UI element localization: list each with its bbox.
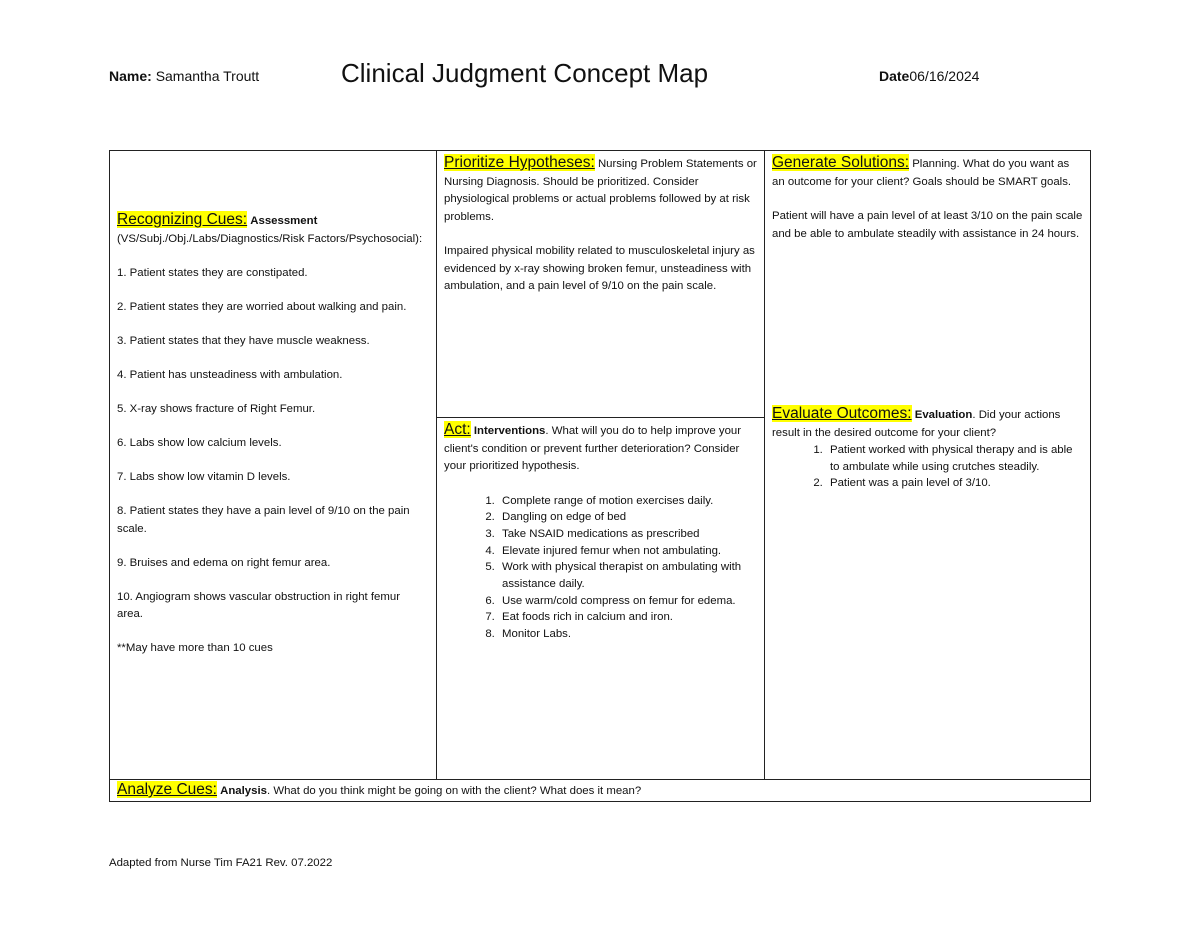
cue-item: 8. Patient states they have a pain level of 9/10 on the pain scale. bbox=[117, 505, 410, 535]
cue-item: 6. Labs show low calcium levels. bbox=[117, 437, 282, 449]
recognizing-cues-heading: Recognizing Cues: bbox=[117, 211, 248, 228]
cue-item: **May have more than 10 cues bbox=[117, 642, 273, 654]
cue-item: 10. Angiogram shows vascular obstruction in right femur area. bbox=[117, 590, 401, 620]
analyze-cues-subheading: Analysis bbox=[220, 785, 267, 797]
recognizing-cues-description: (VS/Subj./Obj./Labs/Diagnostics/Risk Factors/Psychosocial): bbox=[117, 232, 423, 245]
student-name bbox=[109, 68, 259, 84]
outcome-item: 1. Patient worked with physical therapy and is able to ambulate while using crutches steadily. bbox=[826, 442, 1084, 475]
recognizing-cues-subheading: Assessment bbox=[250, 215, 318, 227]
intervention-item: 4. Elevate injured femur when not ambulating. bbox=[498, 543, 757, 560]
cue-item: 4. Patient has unsteadiness with ambulation. bbox=[117, 369, 343, 381]
evaluate-outcomes-subheading: Evaluation bbox=[914, 409, 973, 421]
concept-map-table bbox=[109, 150, 1091, 802]
generate-solutions-heading: Generate Solutions: bbox=[772, 154, 910, 171]
act-subheading: Interventions bbox=[473, 425, 546, 437]
cue-item: 2. Patient states they are worried about walking and pain. bbox=[117, 301, 407, 313]
cue-item: 7. Labs show low vitamin D levels. bbox=[117, 471, 291, 483]
prioritize-hypotheses-cell bbox=[436, 150, 765, 418]
prioritize-hypotheses-description: Nursing Problem Statements or Nursing Diagnosis. Should be prioritized. Consider physiological problems or actual problems followed by at risk problems. bbox=[444, 158, 757, 223]
evaluate-outcomes-section bbox=[772, 405, 1084, 492]
name-label: Name: bbox=[109, 68, 152, 84]
generate-evaluate-cell bbox=[764, 150, 1091, 780]
cue-item: 5. X-ray shows fracture of Right Femur. bbox=[117, 403, 316, 415]
cue-list bbox=[117, 265, 429, 658]
intervention-item: 5. Work with physical therapist on ambulating with assistance daily. bbox=[498, 559, 757, 592]
evaluate-outcomes-heading: Evaluate Outcomes: bbox=[772, 405, 912, 422]
intervention-item: 7. Eat foods rich in calcium and iron. bbox=[498, 609, 757, 626]
prioritize-hypotheses-heading: Prioritize Hypotheses: bbox=[444, 154, 595, 171]
outcome-item: 2. Patient was a pain level of 3/10. bbox=[826, 475, 1084, 492]
intervention-item: 2. Dangling on edge of bed bbox=[498, 509, 757, 526]
smart-goal: Patient will have a pain level of at least 3/10 on the pain scale and be able to ambulate steadily with assistance in 24 hours. bbox=[772, 210, 1083, 240]
name-value: Samantha Troutt bbox=[155, 68, 260, 84]
date bbox=[879, 68, 979, 84]
cue-item: 3. Patient states that they have muscle weakness. bbox=[117, 335, 370, 347]
nursing-diagnosis-statement: Impaired physical mobility related to musculoskeletal injury as evidenced by x-ray showing broken femur, unsteadiness with ambulation, and a pain level of 9/10 on the pain scale. bbox=[444, 245, 755, 292]
recognizing-cues-cell bbox=[109, 150, 437, 780]
act-description: . What will you do to help improve your client's condition or prevent further deterioration? Consider your prioritized hypothesis. bbox=[444, 425, 742, 472]
cue-item: 1. Patient states they are constipated. bbox=[117, 267, 308, 279]
date-value: 06/16/2024 bbox=[909, 68, 980, 84]
intervention-item: 6. Use warm/cold compress on femur for edema. bbox=[498, 593, 757, 610]
date-label: Date bbox=[879, 68, 910, 84]
evaluate-outcomes-description: . Did your actions result in the desired outcome for your client? bbox=[772, 409, 1061, 439]
intervention-list bbox=[444, 493, 757, 643]
page-title: Clinical Judgment Concept Map bbox=[341, 58, 709, 88]
intervention-item: 3. Take NSAID medications as prescribed bbox=[498, 526, 757, 543]
intervention-item: 8. Monitor Labs. bbox=[498, 626, 757, 643]
analyze-cues-description: . What do you think might be going on with the client? What does it mean? bbox=[266, 785, 642, 797]
footer-note: Adapted from Nurse Tim FA21 Rev. 07.2022 bbox=[109, 857, 333, 869]
intervention-item: 1. Complete range of motion exercises daily. bbox=[498, 493, 757, 510]
analyze-cues-cell bbox=[109, 779, 1091, 802]
cue-item: 9. Bruises and edema on right femur area. bbox=[117, 556, 331, 569]
analyze-cues-heading: Analyze Cues: bbox=[117, 781, 217, 798]
act-cell bbox=[436, 417, 765, 780]
generate-solutions-description: Planning. What do you want as an outcome for your client? Goals should be SMART goals. bbox=[772, 158, 1072, 188]
outcome-list bbox=[772, 442, 1084, 492]
act-heading: Act: bbox=[444, 421, 471, 438]
